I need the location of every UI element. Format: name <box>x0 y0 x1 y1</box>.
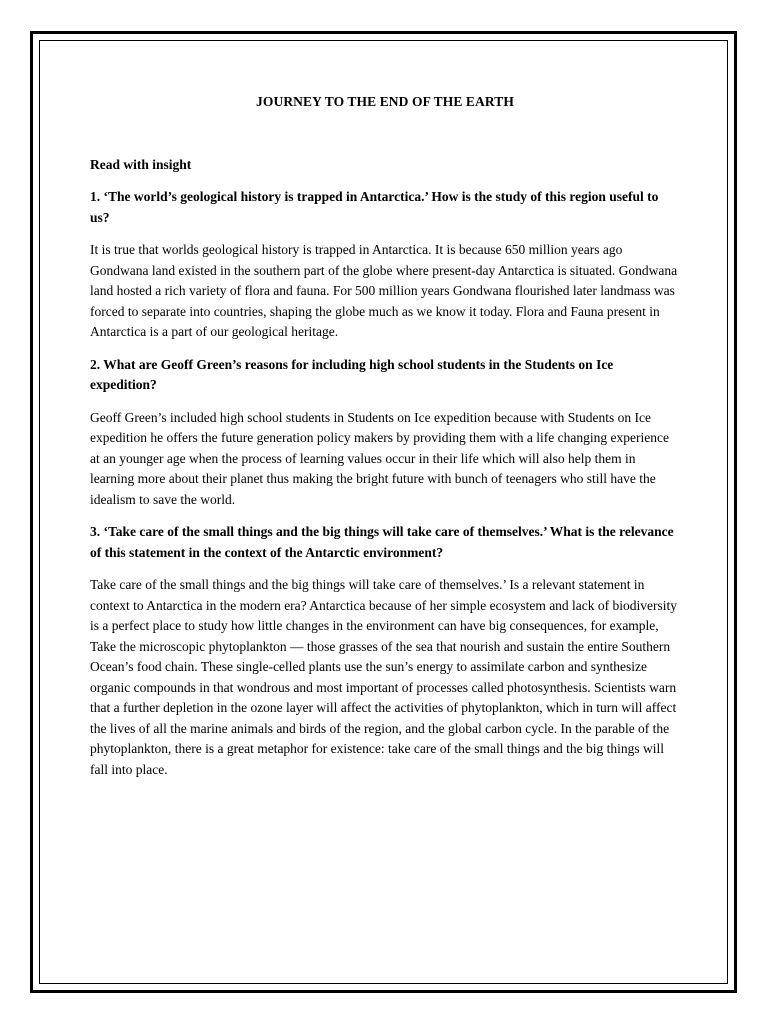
section-heading: Read with insight <box>90 156 192 172</box>
question-3: 3. ‘Take care of the small things and the big things will take care of themselves.’ What is the relevance of this statement in the context of the Antarctic environment? <box>90 524 674 560</box>
answer-1: It is true that worlds geological history is trapped in Antarctica. It is because 650 million years ago Gondwana land existed in the southern part of the globe where present-day Antarctica is situated. Gondwana land hosted a rich variety of flora and fauna. For 500 million years Gondwana flourished later landmass was forced to separate into countries, shaping the globe much as we know it today. Flora and Fauna present in Antarctica is a part of our geological heritage. <box>90 242 678 339</box>
question-2: 2. What are Geoff Green’s reasons for including high school students in the Students on Ice expedition? <box>90 356 614 392</box>
question-1: 1. ‘The world’s geological history is trapped in Antarctica.’ How is the study of this region useful to us? <box>90 189 659 225</box>
document-content <box>90 92 680 792</box>
document-title: JOURNEY TO THE END OF THE EARTH <box>256 94 514 109</box>
answer-3: Take care of the small things and the big things will take care of themselves.’ Is a relevant statement in context to Antarctica in the modern era? Antarctica because of her simple ecosystem and lack of biodiversity is a perfect place to study how little changes in the environment can have big consequences, for example, Take the microscopic phytoplankton — those grasses of the sea that nourish and sustain the entire Southern Ocean’s food chain. These single-celled plants use the sun’s energy to assimilate carbon and synthesize organic compounds in that wondrous and most important of processes called photosynthesis. Scientists warn that a further depletion in the ozone layer will affect the activities of phytoplankton, which in turn will affect the lives of all the marine animals and birds of the region, and the global carbon cycle. In the parable of the phytoplankton, there is a great metaphor for existence: take care of the small things and the big things will fall into place. <box>90 577 678 777</box>
answer-2: Geoff Green’s included high school students in Students on Ice expedition because with Students on Ice expedition he offers the future generation policy makers by providing them with a life changing experience at an younger age when the process of learning values occur in their life which will also help them in learning more about their planet thus making the bright future with bunch of teenagers who still have the idealism to save the world. <box>90 409 669 507</box>
